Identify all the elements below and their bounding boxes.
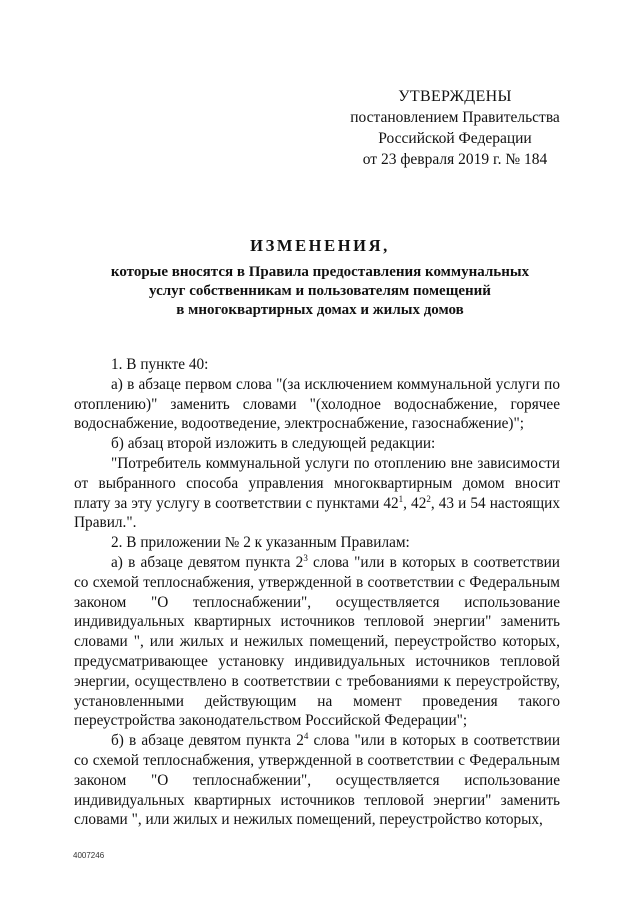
subtitle-line-2: услуг собственникам и пользователям помещений [149, 283, 491, 299]
quote-text-mid: , 42 [403, 494, 427, 512]
superscript: 3 [303, 552, 308, 563]
document-title: ИЗМЕНЕНИЯ, [250, 236, 390, 255]
subtitle-line-1: которые вносятся в Правила предоставления коммунальных [110, 264, 530, 280]
document-code: 4007246 [73, 851, 105, 860]
paragraph-quote [74, 454, 560, 533]
quote-text-end: , 43 и 54 настоящих Правил.". [74, 494, 560, 532]
paragraph-1b: б) абзац второй изложить в следующей редакции: [111, 435, 436, 453]
document-subtitle [60, 263, 580, 320]
paragraph-1: 1. В пункте 40: [111, 356, 209, 373]
paragraph-1a: а) в абзаце первом слова "(за исключением коммунальной услуги по отоплению)" заменить словами "(холодное водоснабжение, горячее водоснабжение, водоотведение, электроснабжение, газоснабжение)"; [74, 375, 560, 433]
subtitle-line-3: в многоквартирных домах и жилых домов [176, 302, 464, 318]
para-2b-end: слова "или в которых в соответствии со схемой теплоснабжения, утвержденной в соответствии с Федеральным законом "О теплоснабжении", осуществляется использование индивидуальных квартирных источников тепловой энергии" заменить словами ", или жилых и нежилых помещений, переустройство которых, [74, 732, 561, 829]
approval-block [330, 86, 580, 170]
quote-text-start: "Потребитель коммунальной услуги по отоплению вне зависимости от выбранного способа управления многоквартирным домом вносит плату за эту услугу в соответствии с пунктами 42 [74, 454, 560, 512]
approval-line-2: Российской Федерации [378, 130, 532, 147]
para-2a-start: а) в абзаце девятом пункта 2 [111, 553, 304, 571]
superscript: 1 [398, 493, 404, 504]
document-body [74, 355, 560, 830]
approval-line-1: постановлением Правительства [350, 109, 560, 126]
paragraph-2: 2. В приложении № 2 к указанным Правилам: [111, 534, 410, 552]
para-2a-end: слова "или в которых в соответствии со схемой теплоснабжения, утвержденной в соответствии с Федеральным законом "О теплоснабжении", осуществляется использование индивидуальных квартирных источников тепловой энергии" заменить словами ", или жилых и нежилых помещений, переустройство которых, предусматривающее установку индивидуальных источников тепловой энергии, осуществлено в соответствии с требованиями к переустройству, установленными действующим на момент проведения такого переустройства законодательством Российской Федерации"; [74, 553, 560, 730]
approval-line-3: от 23 февраля 2019 г. № 184 [362, 151, 548, 168]
paragraph-2b [74, 731, 560, 830]
approval-title: УТВЕРЖДЕНЫ [398, 88, 512, 105]
superscript: 4 [303, 731, 309, 742]
superscript: 2 [426, 493, 431, 504]
paragraph-2a [74, 553, 560, 731]
para-2b-start: б) в абзаце девятом пункта 2 [111, 732, 304, 750]
